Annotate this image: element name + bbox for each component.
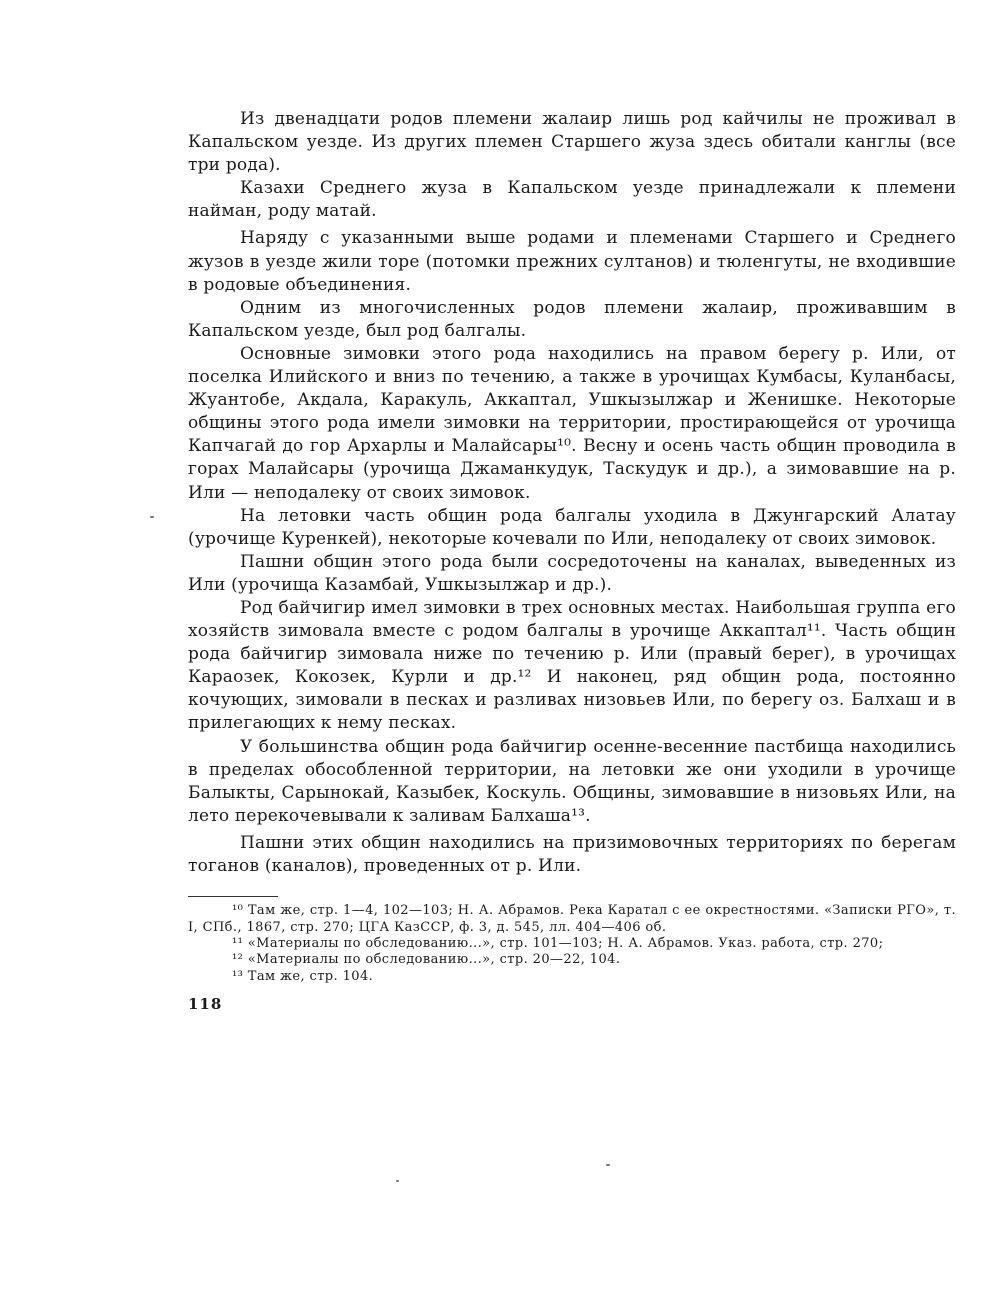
paragraph: Казахи Среднего жуза в Капальском уезде принадлежали к племени найман, роду матай. (188, 178, 956, 222)
footnote: ¹³ Там же, стр. 104. (232, 968, 374, 984)
footnotes (188, 903, 956, 985)
body-text (188, 108, 956, 878)
scan-speck (606, 1164, 610, 1166)
footnote: ¹² «Материалы по обследованию...», стр. 20—22, 104. (232, 952, 621, 968)
paragraph: Род байчигир имел зимовки в трех основных местах. Наибольшая группа его хозяйств зимовала вместе с родом балгалы в урочище Аккаптал¹¹. Часть общин рода байчигир зимовала ниже по течению р. Или (правый берег), в урочищах Караозек, Кокозек, Курли и др.¹² И наконец, ряд общин рода, постоянно кочующих, зимовали в песках и разливах низовьев Или, по берегу оз. Балхаш и в прилегающих к нему песках. (188, 597, 956, 734)
page-number: 118 (188, 995, 223, 1014)
paragraph: Из двенадцати родов племени жалаир лишь род кайчилы не проживал в Капальском уезде. Из других племен Старшего жуза здесь обитали канглы (все три рода). (188, 109, 956, 176)
scan-speck (150, 516, 154, 518)
paragraph: Пашни общин этого рода были сосредоточены на каналах, выведенных из Или (урочища Казамбай, Ушкызылжар и др.). (188, 551, 956, 595)
paragraph: Пашни этих общин находились на призимовочных территориях по берегам тоганов (каналов), проведенных от р. Или. (188, 832, 956, 876)
footnote: ¹¹ «Материалы по обследованию...», стр. 101—103; Н. А. Абрамов. Указ. работа, стр. 270; (232, 935, 884, 951)
paragraph: Одним из многочисленных родов племени жалаир, проживавшим в Капальском уезде, был род балгалы. (188, 297, 956, 341)
paragraph: У большинства общин рода байчигир осенне-весенние пастбища находились в пределах обособленной территории, на летовки же они уходили в урочище Балыкты, Сарынокай, Казыбек, Коскуль. Общины, зимовавшие в низовьях Или, на лето перекочевывали к заливам Балхаша¹³. (188, 736, 956, 826)
scan-speck (396, 1180, 399, 1182)
paragraph: Основные зимовки этого рода находились на правом берегу р. Или, от поселка Илийского и вниз по течению, а также в урочищах Кумбасы, Куланбасы, Жуантобе, Акдала, Каракуль, Аккаптал, Ушкызылжар и Женишке. Некоторые общины этого рода имели зимовки на территории, простирающейся от урочища Капчагай до гор Архарлы и Малайсары¹⁰. Весну и осень часть общин проводила в горах Малайсары (урочища Джаманкудук, Таскудук и др.), а зимовавшие на р. Или — неподалеку от своих зимовок. (188, 343, 956, 503)
footnote-divider (188, 896, 278, 897)
footnote: ¹⁰ Там же, стр. 1—4, 102—103; Н. А. Абрамов. Река Каратал с ее окрестностями. «Записки РГО», т. I, СПб., 1867, стр. 270; ЦГА КазССР, ф. 3, д. 545, лл. 404—406 об. (188, 903, 956, 935)
book-page (188, 108, 956, 1013)
paragraph: На летовки часть общин рода балгалы уходила в Джунгарский Алатау (урочище Куренкей), некоторые кочевали по Или, неподалеку от своих зимовок. (188, 505, 956, 549)
paragraph: Наряду с указанными выше родами и племенами Старшего и Среднего жузов в уезде жили торе (потомки прежних султанов) и тюленгуты, не входившие в родовые объединения. (188, 228, 956, 295)
